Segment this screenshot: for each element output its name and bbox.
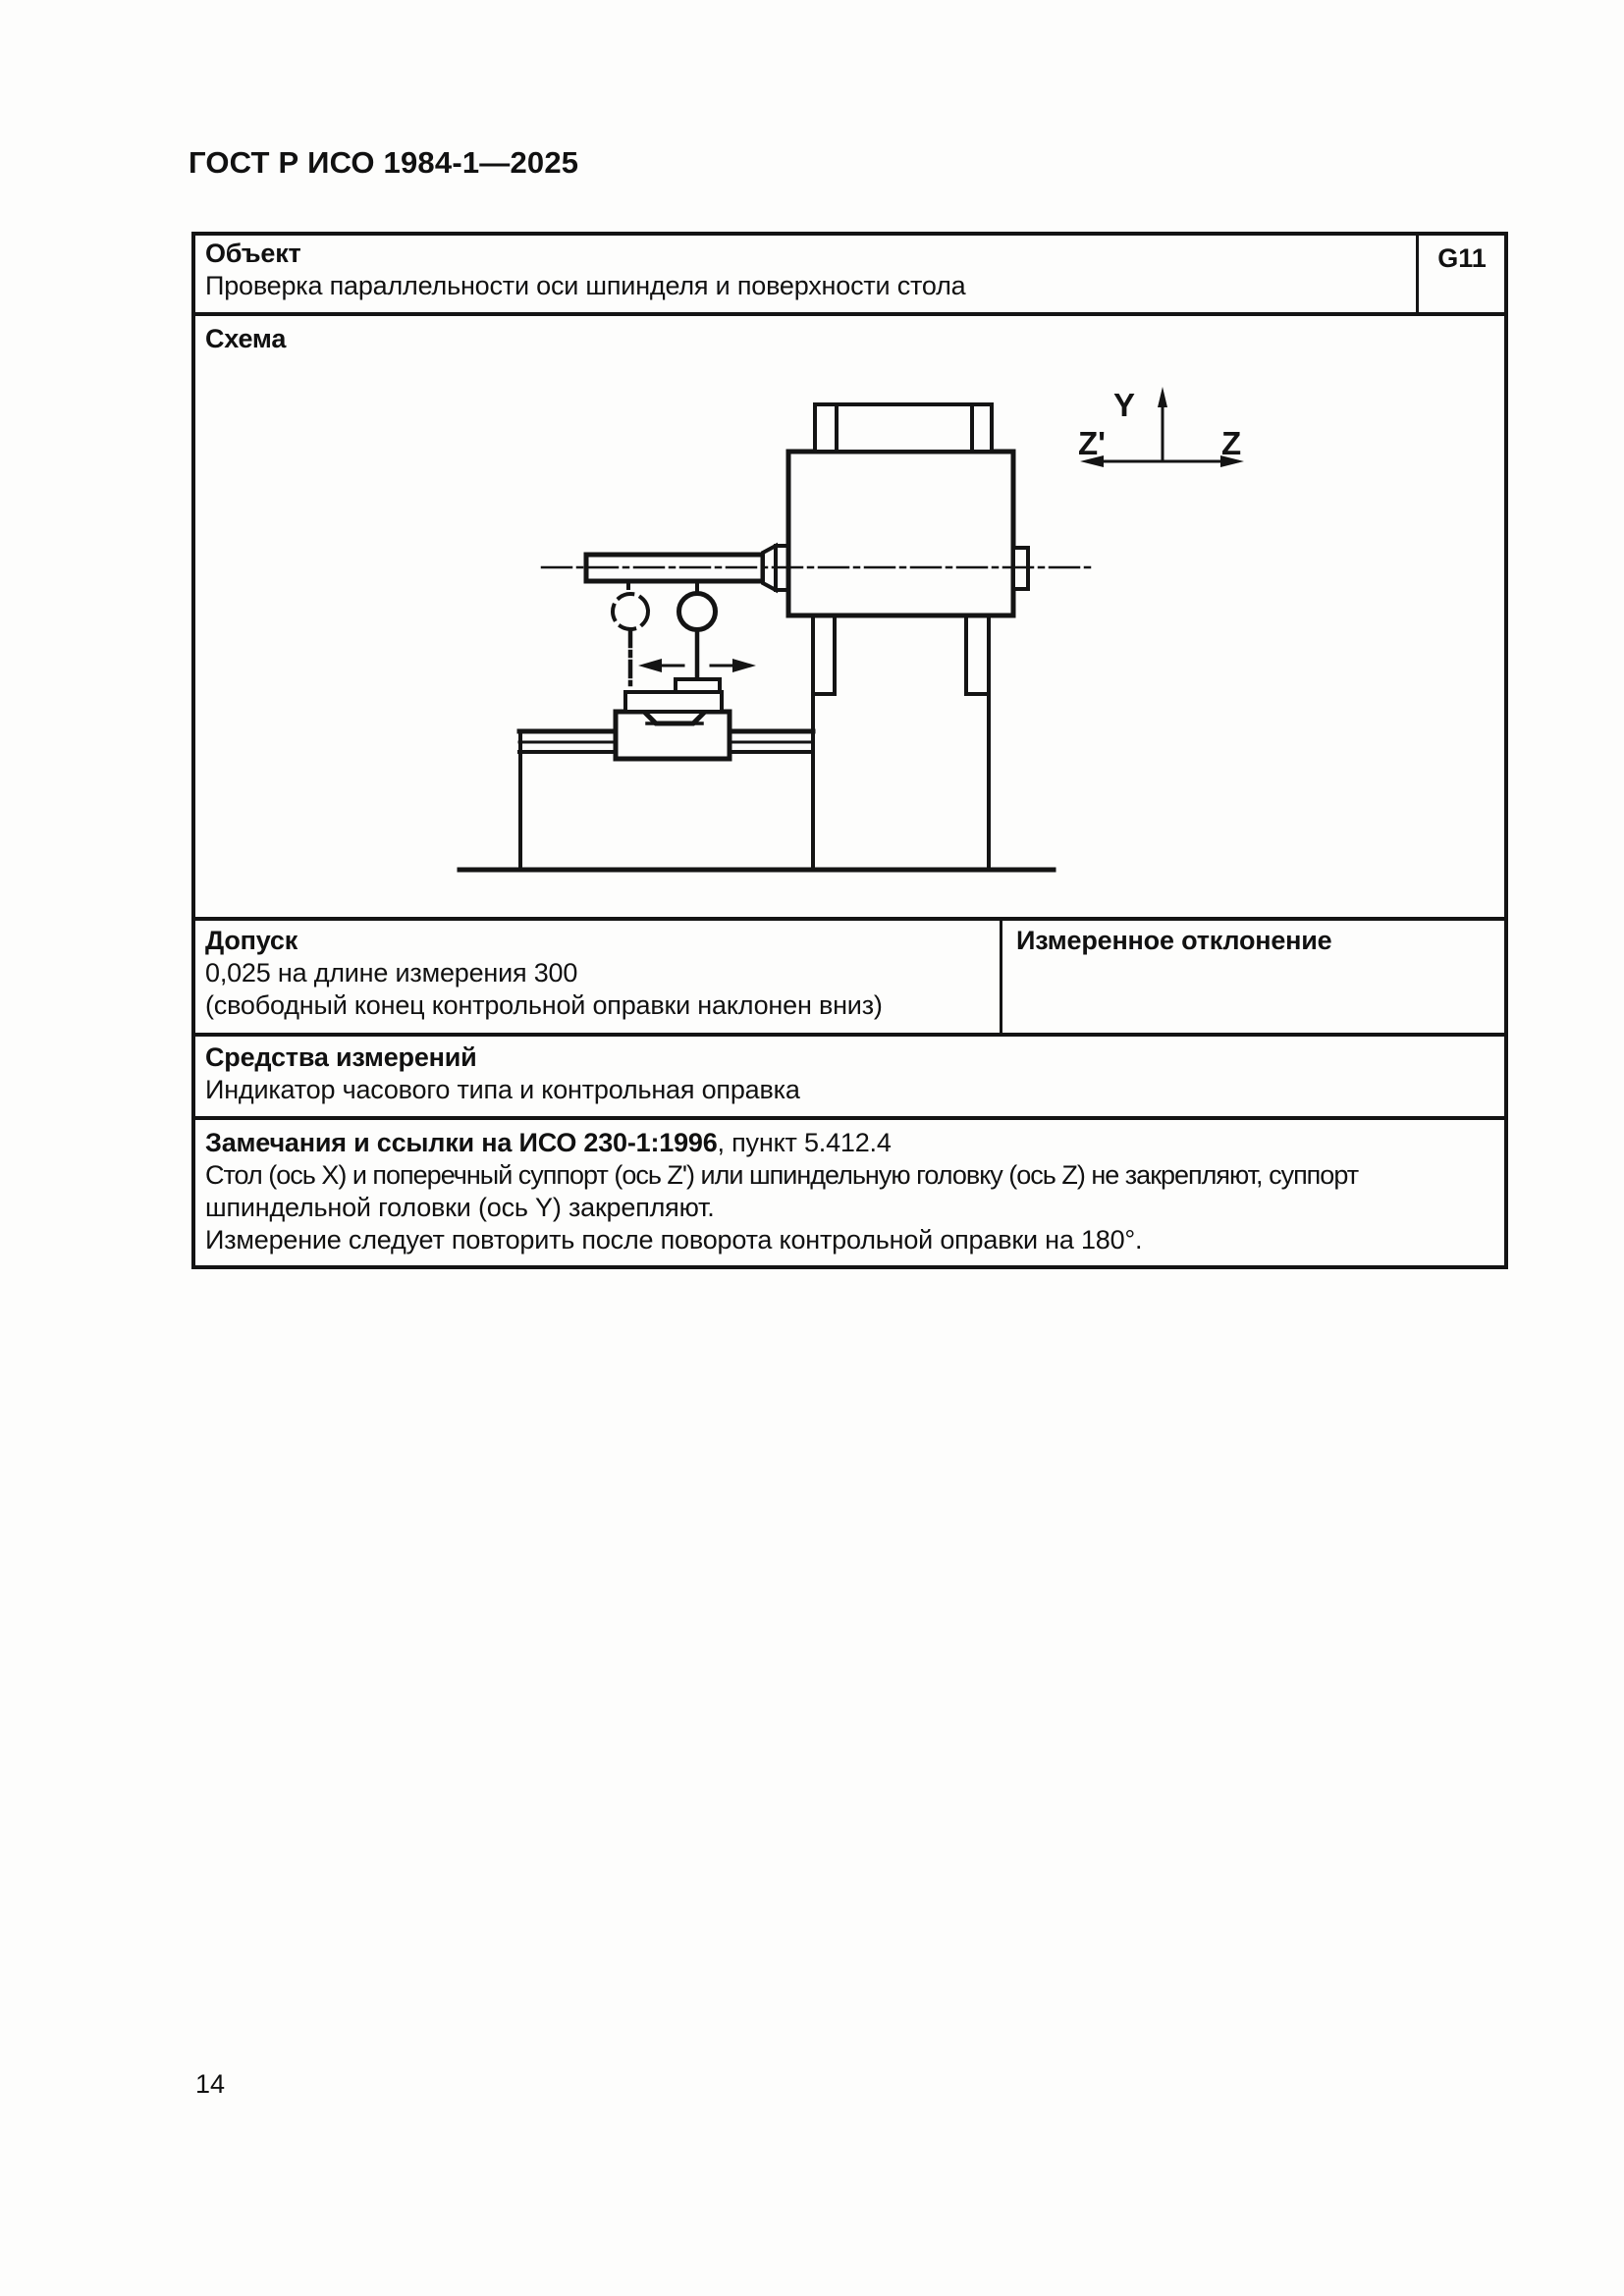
schema-label: Схема	[205, 324, 287, 353]
dial-indicator-right	[679, 594, 716, 630]
remarks-title-rest: , пункт 5.412.4	[717, 1128, 892, 1157]
move-arrow-right-head-icon	[732, 659, 756, 672]
tolerance-value: 0,025 на длине измерения 300	[205, 958, 578, 988]
test-code: G11	[1437, 243, 1487, 273]
axis-z-label: Z	[1221, 425, 1242, 461]
axis-zneg-label: Z'	[1078, 425, 1107, 461]
deviation-label: Измеренное отклонение	[1016, 926, 1332, 955]
move-arrow-left-head-icon	[638, 659, 662, 672]
remarks-line: Стол (ось X) и поперечный суппорт (ось Z') или шпиндельную головку (ось Z) не закрепляют, суппорт	[205, 1160, 1359, 1190]
indicator-stand-block	[616, 712, 730, 759]
remarks-line: Измерение следует повторить после поворота контрольной оправки на 180°.	[205, 1225, 1143, 1255]
page-number: 14	[195, 2069, 226, 2099]
axis-y-arrow-icon	[1158, 387, 1167, 407]
tolerance-note: (свободный конец контрольной оправки наклонен вниз)	[205, 990, 883, 1020]
instruments-label: Средства измерений	[205, 1042, 477, 1072]
dial-indicator-left	[613, 594, 648, 629]
object-label: Объект	[205, 239, 301, 268]
indicator-stand-clamp	[676, 679, 720, 692]
spindle-head	[788, 452, 1013, 615]
instruments-text: Индикатор часового типа и контрольная оправка	[205, 1075, 800, 1104]
axis-y-label: Y	[1112, 387, 1135, 423]
head-top-cap	[815, 404, 992, 452]
indicator-stand-mid	[625, 692, 722, 712]
document-title: ГОСТ Р ИСО 1984-1—2025	[189, 145, 579, 180]
remarks-line: шпиндельной головки (ось Y) закрепляют.	[205, 1193, 715, 1222]
object-text: Проверка параллельности оси шпинделя и поверхности стола	[205, 271, 966, 300]
remarks-title-bold: Замечания и ссылки на ИСО 230-1:1996	[205, 1128, 718, 1157]
tolerance-label: Допуск	[205, 926, 298, 955]
